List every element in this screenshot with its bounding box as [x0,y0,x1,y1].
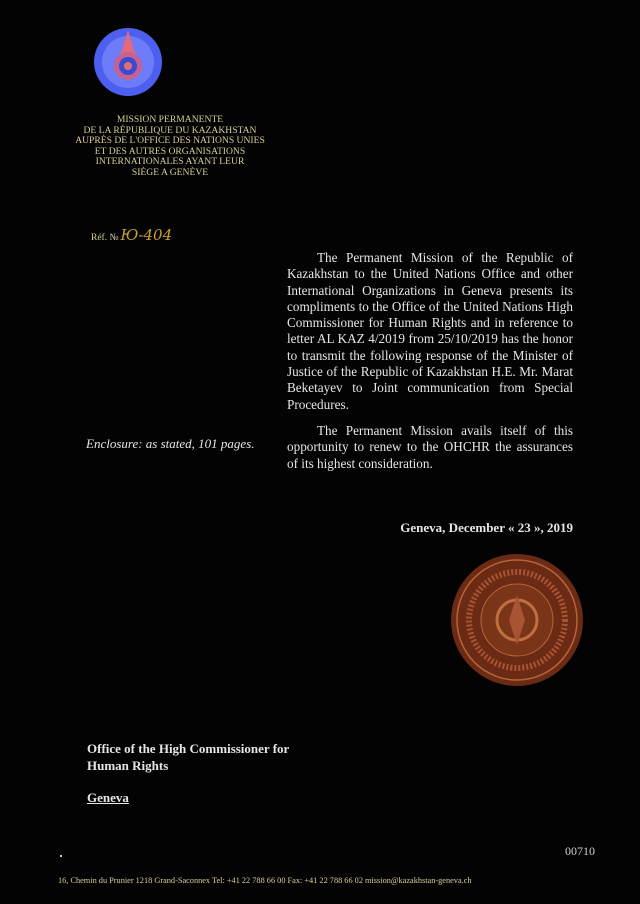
addressee-line: Office of the High Commissioner for [87,741,290,756]
ref-label: Réf. № [91,233,119,243]
addressee [87,740,289,774]
letter-body [287,250,573,472]
header-line: ET DES AUTRES ORGANISATIONS [94,145,246,157]
addressee-line: Human Rights [87,758,169,773]
mission-header [60,115,280,179]
header-line: SIÈGE A GENÈVE [131,166,209,178]
header-line: DE LA RÉPUBLIQUE DU KAZAKHSTAN [83,124,257,136]
speck [60,855,62,857]
page-number: 00710 [565,844,595,858]
header-line: INTERNATIONALES AYANT LEUR [95,156,245,168]
addressee-city: Geneva [87,790,129,805]
footer-contact: 16, Chemin du Prunier 1218 Grand-Saconnex Tel: +41 22 788 66 00 Fax: +41 22 788 66 02 mission@kazakhstan-geneva.ch [58,876,472,885]
body-paragraph: The Permanent Mission of the Republic of Kazakhstan to the United Nations Office and other International Organizations in Geneva presents its compliments to the Office of the United Nations High Commissioner for Human Rights and in reference to letter AL KAZ 4/2019 from 25/10/2019 has the honor to transmit the following response of the Minister of Justice of the Republic of Kazakhstan H.E. Mr. Marat Beketayev to Joint communication from Special Procedures. [287,250,573,412]
reference-number [91,226,172,244]
letter-date: Geneva, December « 23 », 2019 [400,520,573,535]
enclosure-note: Enclosure: as stated, 101 pages. [86,436,255,451]
kazakhstan-emblem-icon [92,26,164,98]
ref-handwritten-number: Ю-404 [120,226,173,244]
body-paragraph: The Permanent Mission avails itself of this opportunity to renew to the OHCHR the assurances of its highest consideration. [287,422,573,471]
official-seal-icon [450,553,584,687]
header-line: MISSION PERMANENTE [116,114,224,125]
header-line: AUPRÈS DE L'OFFICE DES NATIONS UNIES [75,135,265,147]
